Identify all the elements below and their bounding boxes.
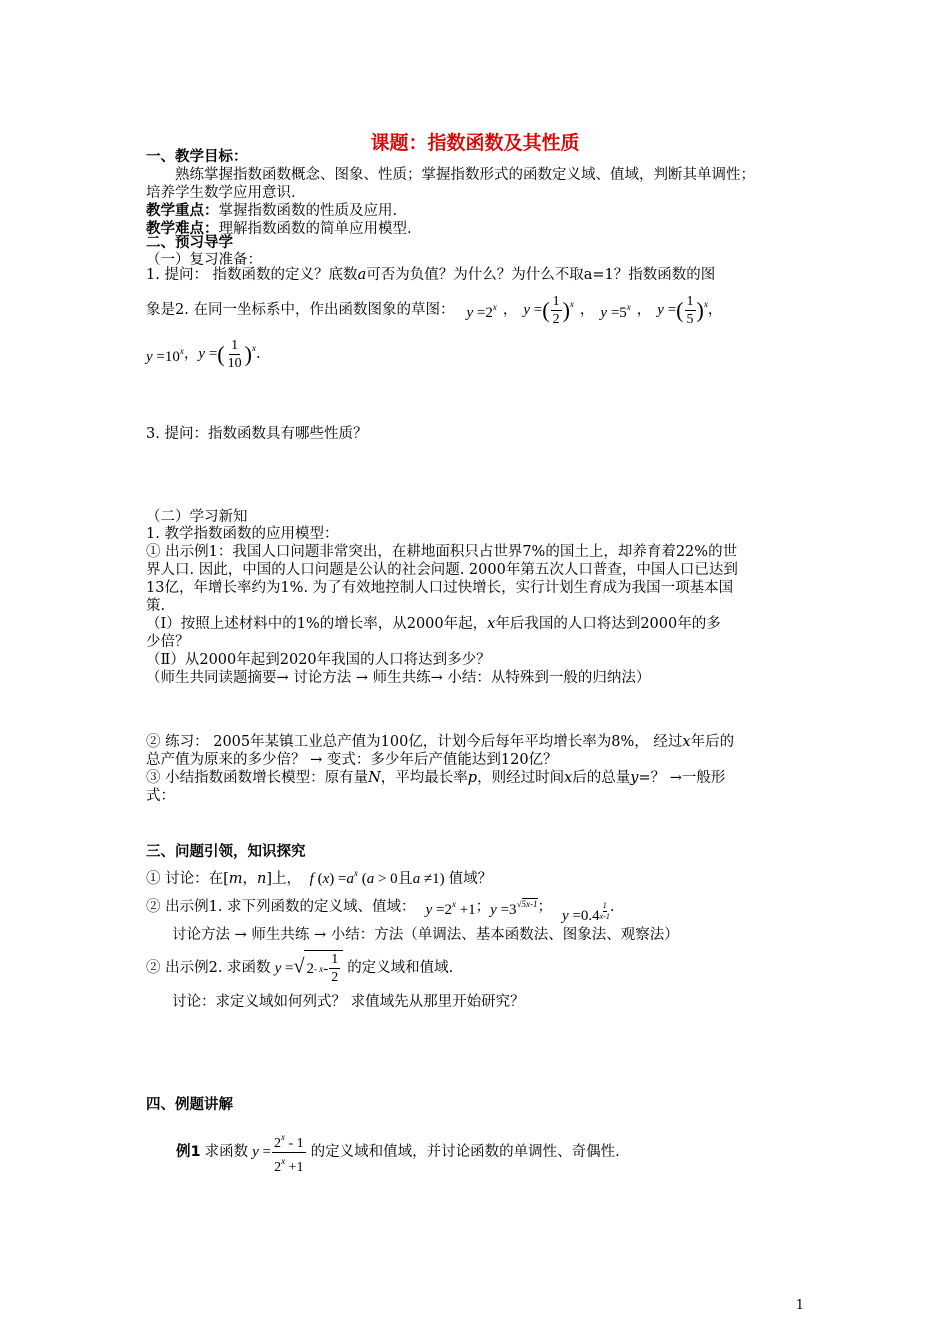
example-1-part-1: （Ⅰ）按照上述材料中的1%的增长率，从2000年起，x年后我国的人口将达到2000年的多 xyxy=(146,616,721,632)
formula-fx-ax: f $(x) =a^x$ (a > 0且a ≠1) xyxy=(309,868,445,887)
example-1-line-a: ① 出示例1：我国人口问题非常突出，在耕地面积只占世界7%的国土上，却养育着22%的世 xyxy=(146,544,738,560)
formula-2x: $y =2^x$ xyxy=(466,302,497,321)
example-1-line-c: 13亿，年增长率约为1%. 为了有效地控制人口过快增长，实行计划生育成为我国一项基本国 xyxy=(146,580,734,596)
section-2-heading: 二、预习导学 xyxy=(146,235,233,251)
formula-5x: $y =5^x$ xyxy=(600,302,631,321)
key-point-line xyxy=(146,202,397,220)
example-1-line-d: 策. xyxy=(146,598,166,614)
formula-3-sqrt: $y =3^{√5x-1}$ xyxy=(490,899,538,918)
page-title: 课题：指数函数及其性质 xyxy=(370,132,580,154)
example-2-line: ② 出示例2. 求函数 y =√ 2 - x - $\frac{1}{2}$ 的定义域和值域. xyxy=(146,952,454,985)
discussion-3-line: 讨论：求定义域如何列式？ 求值域先从那里开始研究？ xyxy=(172,994,525,1010)
key-point-text: 掌握指数函数的性质及应用. xyxy=(218,203,398,219)
model-line: 1. 教学指数函数的应用模型： xyxy=(146,526,339,542)
example-1-line-b: 界人口. 因此，中国的人口问题是公认的社会问题. 2000年第五次人口普查，中国人口已达到 xyxy=(146,562,738,578)
formula-sqrt-2-neg-x: y =√ 2 - x - $\frac{1}{2}$ xyxy=(275,950,344,986)
page-number: 1 xyxy=(795,1298,804,1313)
key-point-label: 教学重点： xyxy=(146,203,219,219)
question-2-line: 象是2. 在同一坐标系中，作出函数图象的草图： $y =2^x$ ， y =( $\frac{1}{2}$ )$^x$ ， $y =5^x$ ， y =( $\frac{1}{5}$ )$^x$ ， xyxy=(146,293,723,327)
example-1-part-1-cont: 少倍？ xyxy=(146,634,190,650)
practice-line-1: ② 练习： 2005年某镇工业总产值为100亿，计划今后每年平均增长率为8%， 经过x年后的 xyxy=(146,734,735,750)
question-3-line: 3. 提问：指数函数具有哪些性质？ xyxy=(146,426,368,442)
formula-fifth-x: y =( $\frac{1}{5}$ )$^x$ xyxy=(657,293,708,327)
review-subheading: （一）复习准备： xyxy=(146,252,262,268)
question-2-line-cont: $y =10^x$ ， y =( $\frac{1}{10}$ )$^x$ . xyxy=(146,337,261,371)
formula-2x-plus-1: $y =2^x +1$ xyxy=(425,899,476,918)
summary-line-1: ③ 小结指数函数增长模型：原有量N，平均最长率p，则经过时间x后的总量y=？ →一般形 xyxy=(146,770,726,786)
difficulty-label: 教学难点： xyxy=(146,221,219,237)
question-1-line: 1. 提问： 指数函数的定义？底数a可否为负值？为什么？为什么不取a=1？指数函数的图 xyxy=(146,267,716,283)
formula-ratio: y = $\frac{2^x - 1}{2^x +1}$ xyxy=(252,1129,307,1176)
section-3-heading: 三、问题引领，知识探究 xyxy=(146,844,306,860)
formula-10x: $y =10^x$ xyxy=(146,346,184,365)
worked-example-1: 例1 求函数 y = $\frac{2^x - 1}{2^x +1}$ 的定义域和值域，并讨论函数的单调性、奇偶性. xyxy=(176,1132,620,1172)
goal-line-2: 培养学生数学应用意识. xyxy=(146,185,296,201)
discussion-1-line: ① 讨论：在[m，n]上， f $(x) =a^x$ (a > 0且a ≠1) 值域？ xyxy=(146,868,493,887)
example-1-method: （师生共同读题摘要→ 讨论方法 → 师生共练→ 小结：从特殊到一般的归纳法） xyxy=(146,670,651,686)
example-1-part-2: （Ⅱ）从2000年起到2020年我国的人口将达到多少？ xyxy=(146,652,491,668)
discussion-2-line: ② 出示例1. 求下列函数的定义域、值域： $y =2^x +1$ ； $y =3^{√5x-1}$ ； y =0.4 $\frac{1}{x-1}$ . xyxy=(146,890,614,924)
discussion-method-line: 讨论方法 → 师生共练 → 小结：方法（单调法、基本函数法、图象法、观察法） xyxy=(172,927,679,943)
formula-tenth-x: y =( $\frac{1}{10}$ )$^x$ xyxy=(198,337,256,371)
summary-line-2: 式： xyxy=(146,788,175,804)
formula-half-x: y =( $\frac{1}{2}$ )$^x$ xyxy=(523,293,574,327)
section-4-heading: 四、例题讲解 xyxy=(146,1097,233,1113)
difficulty-text: 理解指数函数的简单应用模型. xyxy=(218,221,412,237)
practice-line-2: 总产值为原来的多少倍？ → 变式：多少年后产值能达到120亿？ xyxy=(146,752,558,768)
formula-0.4: y =0.4 $\frac{1}{x-1}$ xyxy=(562,901,610,924)
section-1-heading: 一、教学目标： xyxy=(146,149,248,165)
example-label: 例1 xyxy=(176,1144,201,1160)
new-knowledge-subheading: （二）学习新知 xyxy=(146,509,248,525)
goal-line-1: 熟练掌握指数函数概念、图象、性质；掌握指数形式的函数定义域、值域，判断其单调性； xyxy=(175,167,755,183)
